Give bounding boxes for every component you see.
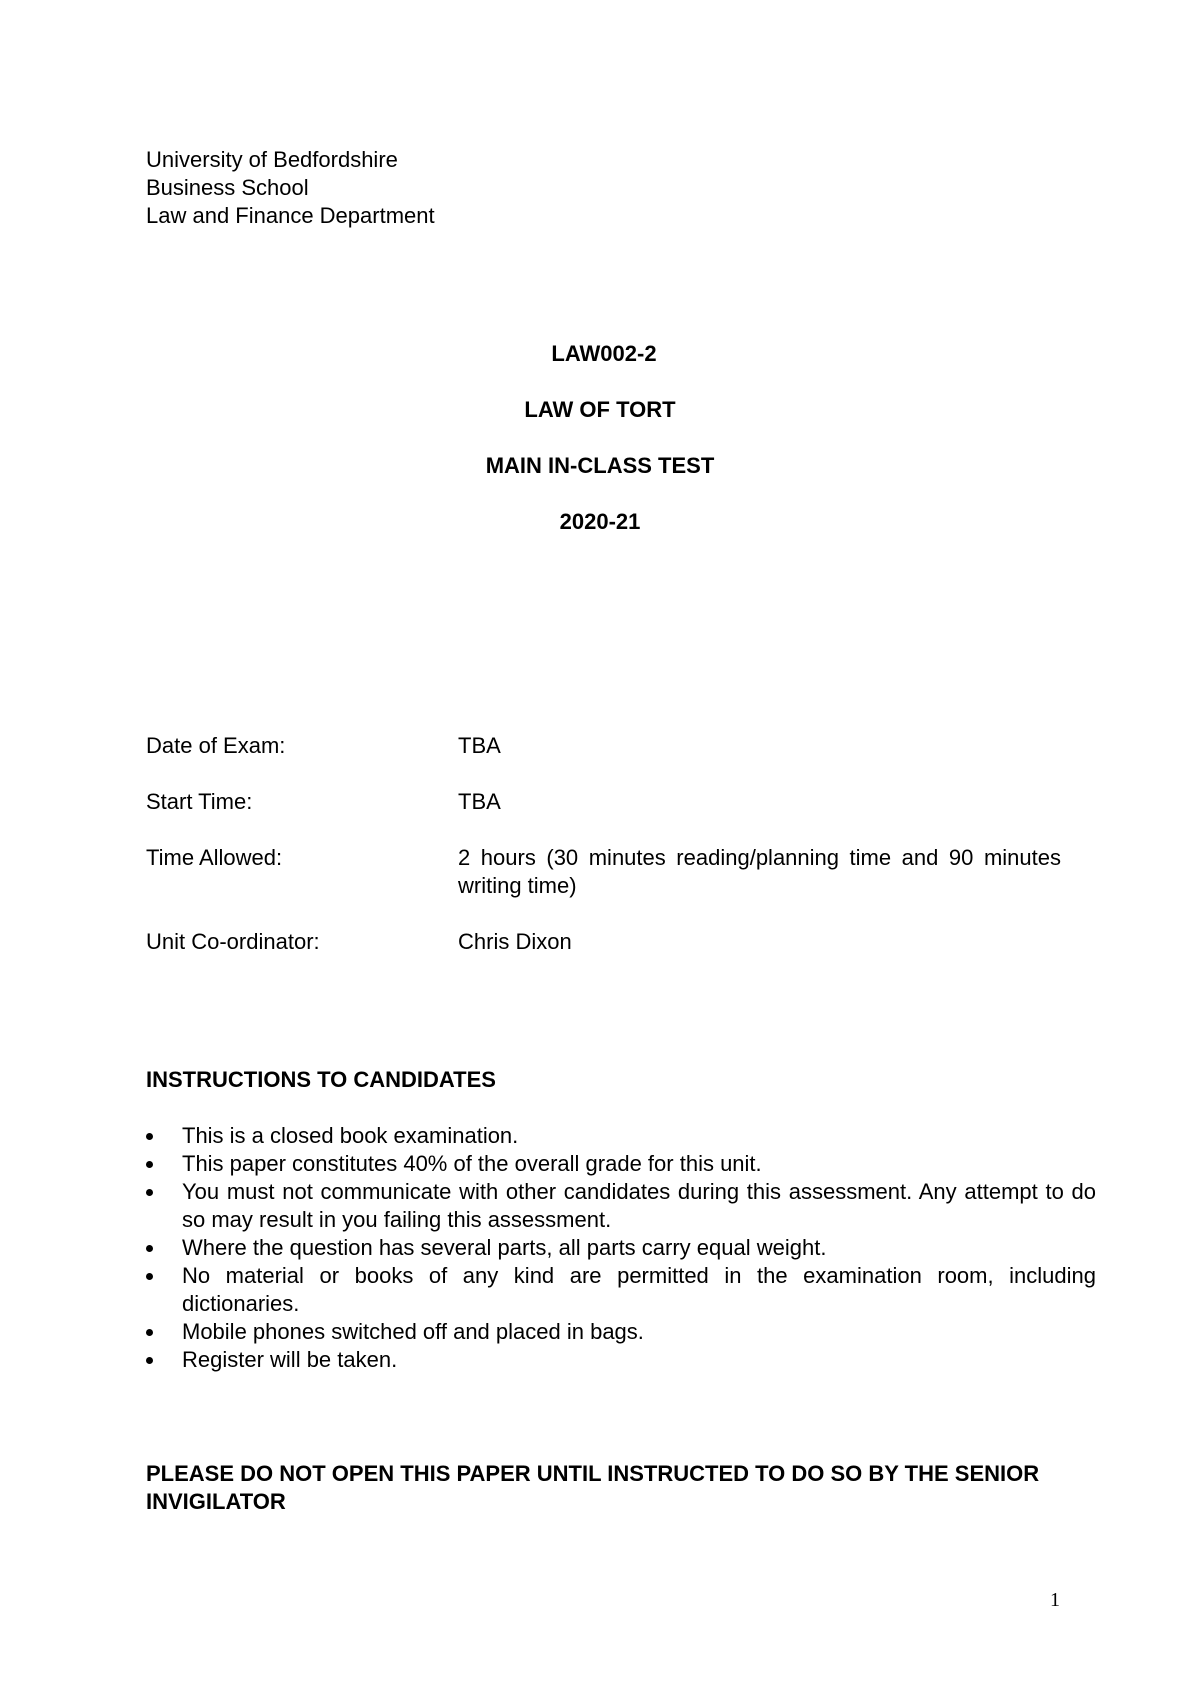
unit-title: LAW OF TORT	[524, 397, 676, 422]
instruction-text: Where the question has several parts, all parts carry equal weight.	[182, 1235, 827, 1260]
instruction-text: This paper constitutes 40% of the overall grade for this unit.	[182, 1151, 762, 1176]
instruction-text: You must not communicate with other candidates during this assessment. Any attempt to do so may result in you failing this assessment.	[182, 1179, 1096, 1232]
exam-title-block	[0, 340, 1200, 564]
school-name: Business School	[146, 175, 309, 200]
list-item	[146, 1234, 1096, 1262]
time-allowed-label: Time Allowed:	[146, 845, 283, 870]
instructions-heading: INSTRUCTIONS TO CANDIDATES	[146, 1067, 496, 1092]
list-item	[146, 1122, 1096, 1150]
bullet-icon	[146, 1133, 153, 1140]
department-name: Law and Finance Department	[146, 203, 435, 228]
list-item	[146, 1178, 1096, 1234]
start-value: TBA	[458, 789, 501, 814]
bullet-icon	[146, 1329, 153, 1336]
list-item	[146, 1346, 1096, 1374]
bullet-icon	[146, 1161, 153, 1168]
list-item	[146, 1150, 1096, 1178]
coordinator-value: Chris Dixon	[458, 929, 572, 954]
instruction-text: No material or books of any kind are permitted in the examination room, including dictionaries.	[182, 1263, 1096, 1316]
academic-year: 2020-21	[559, 509, 641, 534]
date-value: TBA	[458, 733, 501, 758]
instruction-text: This is a closed book examination.	[182, 1123, 519, 1148]
bullet-icon	[146, 1245, 153, 1252]
coordinator-label: Unit Co-ordinator:	[146, 929, 320, 954]
test-title: MAIN IN-CLASS TEST	[485, 453, 715, 478]
instruction-text: Mobile phones switched off and placed in bags.	[182, 1319, 644, 1344]
list-item	[146, 1262, 1096, 1318]
do-not-open-warning: PLEASE DO NOT OPEN THIS PAPER UNTIL INSTRUCTED TO DO SO BY THE SENIOR INVIGILATOR	[146, 1461, 1040, 1514]
bullet-icon	[146, 1357, 153, 1364]
unit-code: LAW002-2	[551, 341, 657, 366]
page-number: 1	[1050, 1589, 1060, 1611]
list-item	[146, 1318, 1096, 1346]
instructions-list	[146, 1122, 1096, 1374]
institution-header	[146, 146, 435, 230]
start-label: Start Time:	[146, 789, 253, 814]
instruction-text: Register will be taken.	[182, 1347, 398, 1372]
date-label: Date of Exam:	[146, 733, 286, 758]
bullet-icon	[146, 1189, 153, 1196]
bullet-icon	[146, 1273, 153, 1280]
university-name: University of Bedfordshire	[146, 147, 398, 172]
time-allowed-value: 2 hours (30 minutes reading/planning time and 90 minutes writing time)	[458, 845, 1061, 898]
